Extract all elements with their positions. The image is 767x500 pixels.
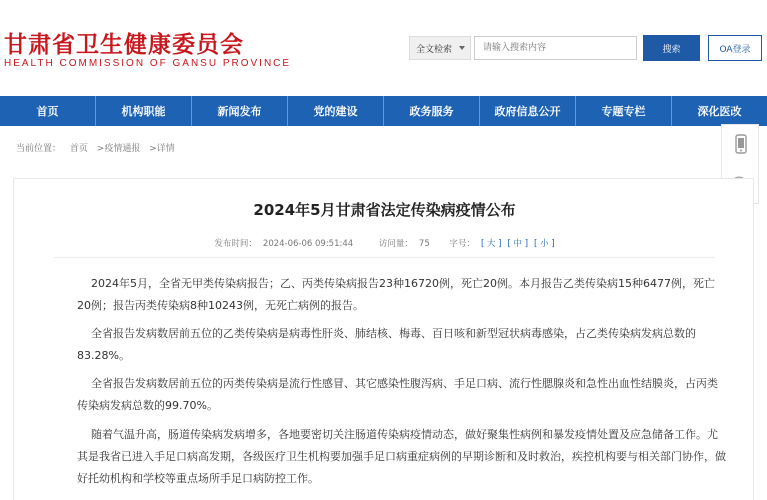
- site-logo-title[interactable]: 甘肃省卫生健康委员会: [4, 32, 244, 58]
- published-value: 2024-06-06 09:51:44: [262, 239, 354, 249]
- nav-item-functions[interactable]: 机构职能: [96, 96, 192, 126]
- views-label: 访问量：: [378, 239, 413, 249]
- font-size-small-button[interactable]: [ 小 ]: [534, 239, 555, 249]
- published-label: 发布时间：: [214, 239, 257, 249]
- breadcrumb-category[interactable]: >疫情通报: [96, 144, 141, 154]
- nav-item-party[interactable]: 党的建设: [288, 96, 384, 126]
- phone-icon[interactable]: [730, 133, 752, 155]
- breadcrumb-home[interactable]: 首页: [69, 144, 88, 154]
- site-logo-subtitle: HEALTH COMMISSION OF GANSU PROVINCE: [4, 58, 292, 69]
- nav-item-topics[interactable]: 专题专栏: [576, 96, 672, 126]
- search-scope-label: 全文检索: [416, 44, 453, 55]
- article-meta: [14, 237, 755, 249]
- article-container: [13, 178, 754, 500]
- font-size-large-button[interactable]: [ 大 ]: [480, 239, 502, 249]
- article-paragraph: 全省报告发病数居前五位的丙类传染病是流行性感冒、其它感染性腹泻病、手足口病、流行性腮腺炎和急性出血性结膜炎，占丙类传染病发病总数的99.70%。: [77, 377, 718, 412]
- fontsize-label: 字号：: [449, 239, 475, 249]
- article-paragraph: 全省报告发病数居前五位的乙类传染病是病毒性肝炎、肺结核、梅毒、百日咳和新型冠状病毒感染，占乙类传染病发病总数的83.28%。: [77, 327, 696, 362]
- nav-item-disclosure[interactable]: 政府信息公开: [480, 96, 576, 126]
- search-scope-select[interactable]: [409, 36, 471, 60]
- article-paragraph: 随着气温升高，肠道传染病发病增多，各地要密切关注肠道传染病疫情动态，做好聚集性病例和暴发疫情处置及应急储备工作。尤其是我省已进入手足口病高发期，各级医疗卫生机构要加强手足口病重症病例的早期诊断和及时救治，疾控机构要与相关部门协作，做好托幼机构和学校等重点场所手足口病防控工作。: [77, 428, 726, 485]
- nav-item-services[interactable]: 政务服务: [384, 96, 480, 126]
- nav-item-news[interactable]: 新闻发布: [192, 96, 288, 126]
- breadcrumb-current: >详情: [149, 144, 175, 154]
- breadcrumb: [16, 141, 181, 154]
- nav-item-home[interactable]: 首页: [0, 96, 96, 126]
- font-size-medium-button[interactable]: [ 中 ]: [507, 239, 529, 249]
- article-title: 2024年5月甘肃省法定传染病疫情公布: [253, 201, 516, 219]
- site-header: [0, 0, 767, 96]
- search-button[interactable]: 搜索: [643, 35, 700, 61]
- chevron-down-icon: [459, 46, 465, 50]
- views-value: 75: [418, 239, 430, 249]
- search-input[interactable]: [474, 36, 637, 60]
- article-paragraph: 2024年5月，全省无甲类传染病报告；乙、丙类传染病报告23种16720例，死亡20例。本月报告乙类传染病15种6477例，死亡20例；报告丙类传染病8种10243例，无死亡病例的报告。: [77, 277, 715, 312]
- main-nav: [0, 96, 767, 126]
- breadcrumb-prefix: 当前位置：: [16, 144, 62, 154]
- oa-login-button[interactable]: OA登录: [708, 35, 762, 61]
- nav-item-reform[interactable]: 深化医改: [697, 105, 742, 118]
- meta-divider: [54, 257, 715, 258]
